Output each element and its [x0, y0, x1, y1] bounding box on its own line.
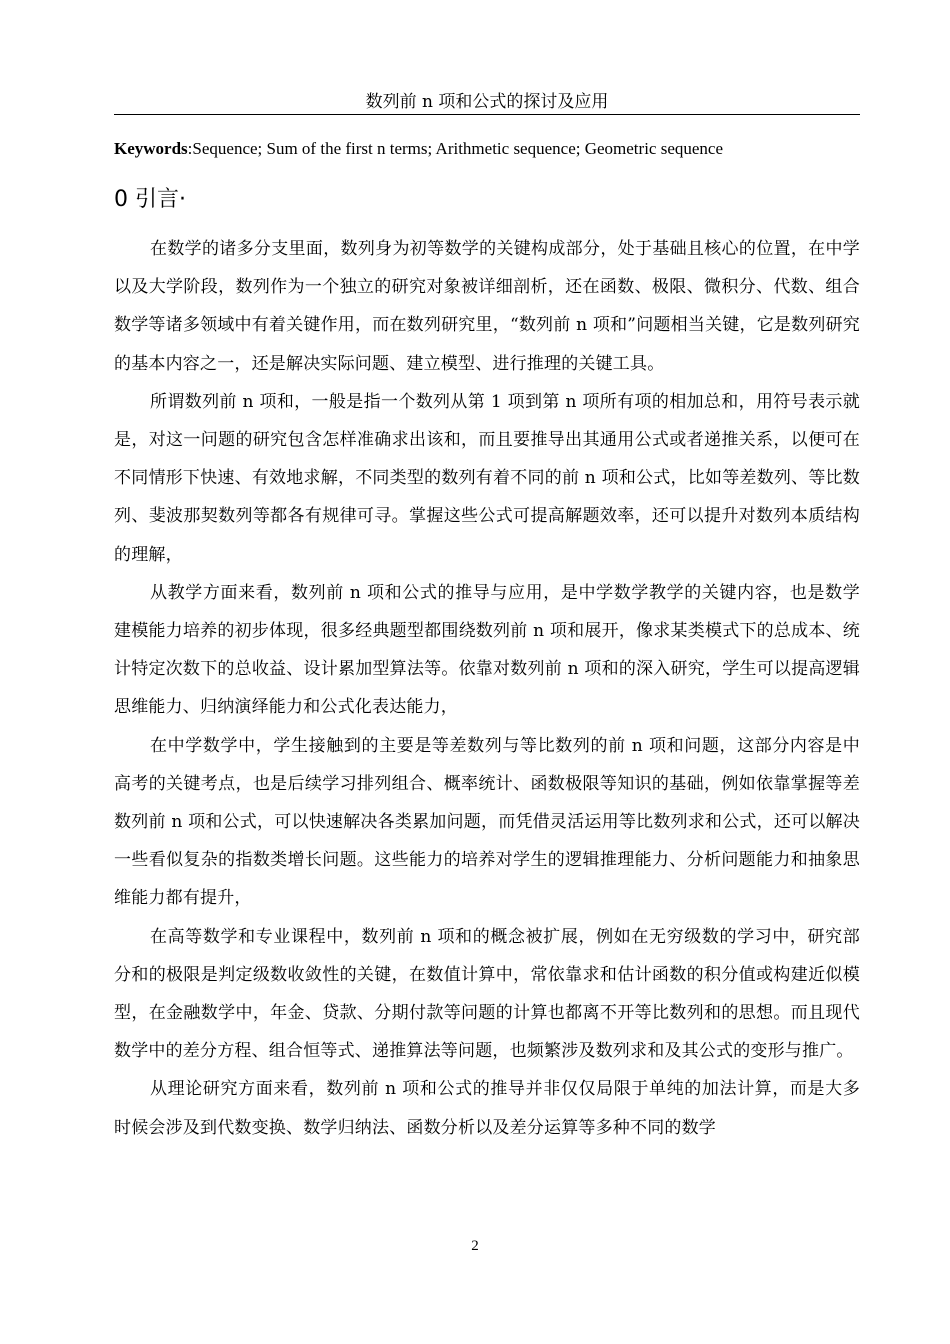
- keywords-label: Keywords: [114, 139, 188, 158]
- paragraph-6: 从理论研究方面来看，数列前 n 项和公式的推导并非仅仅局限于单纯的加法计算，而是大多时候会涉及到代数变换、数学归纳法、函数分析以及差分运算等多种不同的数学: [114, 1079, 860, 1138]
- body-text: [114, 230, 860, 1147]
- keywords-text: :Sequence; Sum of the first n terms; Arithmetic sequence; Geometric sequence: [187, 139, 724, 158]
- paragraph-1: 在数学的诸多分支里面，数列身为初等数学的关键构成部分，处于基础且核心的位置，在中学以及大学阶段，数列作为一个独立的研究对象被详细剖析，还在函数、极限、微积分、代数、组合数学等诸多领域中有着关键作用，而在数列研究里，“数列前 n 项和”问题相当关键，它是数列研究的基本内容之一，还是解决实际问题、建立模型、进行推理的关键工具。: [114, 239, 860, 374]
- header-rule: [114, 114, 860, 115]
- paragraph-2: 所谓数列前 n 项和，一般是指一个数列从第 1 项到第 n 项所有项的相加总和，用符号表示就是，对这一问题的研究包含怎样准确求出该和，而且要推导出其通用公式或者递推关系，以便可在不同情形下快速、有效地求解，不同类型的数列有着不同的前 n 项和公式，比如等差数列、等比数列、斐波那契数列等都各有规律可寻。掌握这些公式可提高解题效率，还可以提升对数列本质结构的理解，: [114, 391, 860, 565]
- paragraph-4: 在中学数学中，学生接触到的主要是等差数列与等比数列的前 n 项和问题，这部分内容是中高考的关键考点，也是后续学习排列组合、概率统计、函数极限等知识的基础，例如依靠掌握等差数列前 n 项和公式，可以快速解决各类累加问题，而凭借灵活运用等比数列求和公式，还可以解决一些看似复杂的指数类增长问题。这些能力的培养对学生的逻辑推理能力、分析问题能力和抽象思维能力都有提升，: [114, 735, 860, 909]
- paragraph-5: 在高等数学和专业课程中，数列前 n 项和的概念被扩展，例如在无穷级数的学习中，研究部分和的极限是判定级数收敛性的关键，在数值计算中，常依靠求和估计函数的积分值或构建近似模型，在金融数学中，年金、贷款、分期付款等问题的计算也都离不开等比数列和的思想。而且现代数学中的差分方程、组合恒等式、递推算法等问题，也频繁涉及数列求和及其公式的变形与推广。: [114, 926, 860, 1062]
- section-heading: 0 引言·: [114, 187, 186, 212]
- running-header-title: 数列前 n 项和公式的探讨及应用: [365, 92, 609, 112]
- keywords-line: [114, 136, 874, 162]
- page-number: 2: [471, 1238, 479, 1254]
- paragraph-3: 从教学方面来看，数列前 n 项和公式的推导与应用，是中学数学教学的关键内容，也是数学建模能力培养的初步体现，很多经典题型都围绕数列前 n 项和展开，像求某类模式下的总成本、统计特定次数下的总收益、设计累加型算法等。依靠对数列前 n 项和的深入研究，学生可以提高逻辑思维能力、归纳演绎能力和公式化表达能力，: [114, 582, 860, 718]
